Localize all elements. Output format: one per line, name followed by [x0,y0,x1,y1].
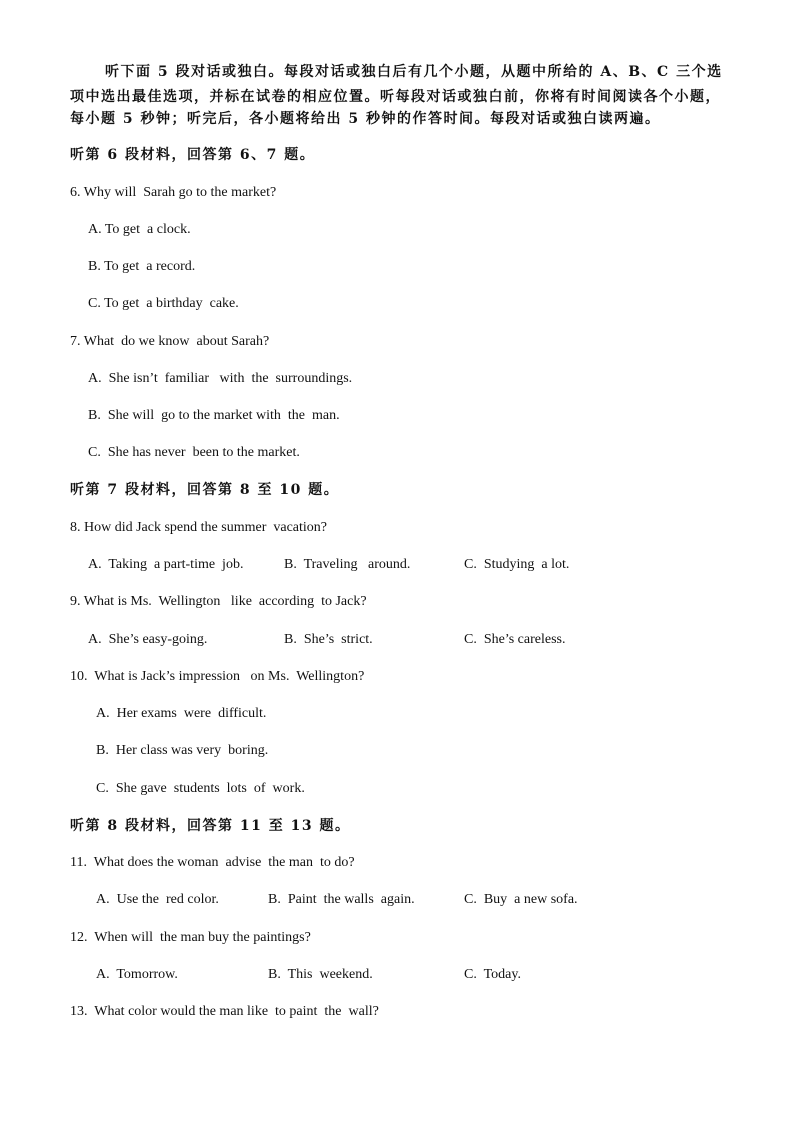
intro-line-2: 项中选出最佳选项，并标在试卷的相应位置。听每段对话或独白前，你将有时间阅读各个小题， [70,89,721,105]
q9-option-c: C. She’s careless. [464,632,566,647]
q10-option-b: B. Her class was very boring. [96,743,269,758]
question-6: 6. Why will Sarah go to the market? [70,185,277,200]
question-11: 11. What does the woman advise the man to do? [70,855,355,870]
q8-option-b: B. Traveling around. [284,557,411,572]
intro-line-1: 听下面 5 段对话或独白。每段对话或独白后有几个小题，从题中所给的 A、B、C 三个选 [105,64,723,80]
q6-option-c: C. To get a birthday cake. [88,296,239,311]
intro-line-3: 每小题 5 秒钟；听完后，各小题将给出 5 秒钟的作答时间。每段对话或独白读两遍。 [70,111,661,127]
q8-option-c: C. Studying a lot. [464,557,570,572]
q7-option-c: C. She has never been to the market. [88,445,300,460]
q12-option-c: C. Today. [464,967,521,982]
q10-option-c: C. She gave students lots of work. [96,781,305,796]
question-8: 8. How did Jack spend the summer vacation? [70,520,327,535]
question-13: 13. What color would the man like to paint the wall? [70,1004,379,1019]
q6-option-b: B. To get a record. [88,259,196,274]
question-7: 7. What do we know about Sarah? [70,334,270,349]
q11-option-a: A. Use the red color. [96,892,219,907]
question-9: 9. What is Ms. Wellington like according to Jack? [70,594,367,609]
section-heading-7: 听第 7 段材料，回答第 8 至 10 题。 [70,482,340,498]
section-heading-8: 听第 8 段材料，回答第 11 至 13 题。 [70,818,351,834]
q11-option-b: B. Paint the walls again. [268,892,415,907]
q9-option-a: A. She’s easy-going. [88,632,208,647]
q12-option-a: A. Tomorrow. [96,967,178,982]
q6-option-a: A. To get a clock. [88,222,191,237]
section-heading-6: 听第 6 段材料，回答第 6、7 题。 [70,147,316,163]
q10-option-a: A. Her exams were difficult. [96,706,267,721]
question-12: 12. When will the man buy the paintings? [70,930,311,945]
q8-option-a: A. Taking a part-time job. [88,557,244,572]
q9-option-b: B. She’s strict. [284,632,373,647]
q7-option-a: A. She isn’t familiar with the surroundings. [88,371,353,386]
q7-option-b: B. She will go to the market with the man. [88,408,340,423]
q12-option-b: B. This weekend. [268,967,373,982]
question-10: 10. What is Jack’s impression on Ms. Wellington? [70,669,365,684]
q11-option-c: C. Buy a new sofa. [464,892,578,907]
